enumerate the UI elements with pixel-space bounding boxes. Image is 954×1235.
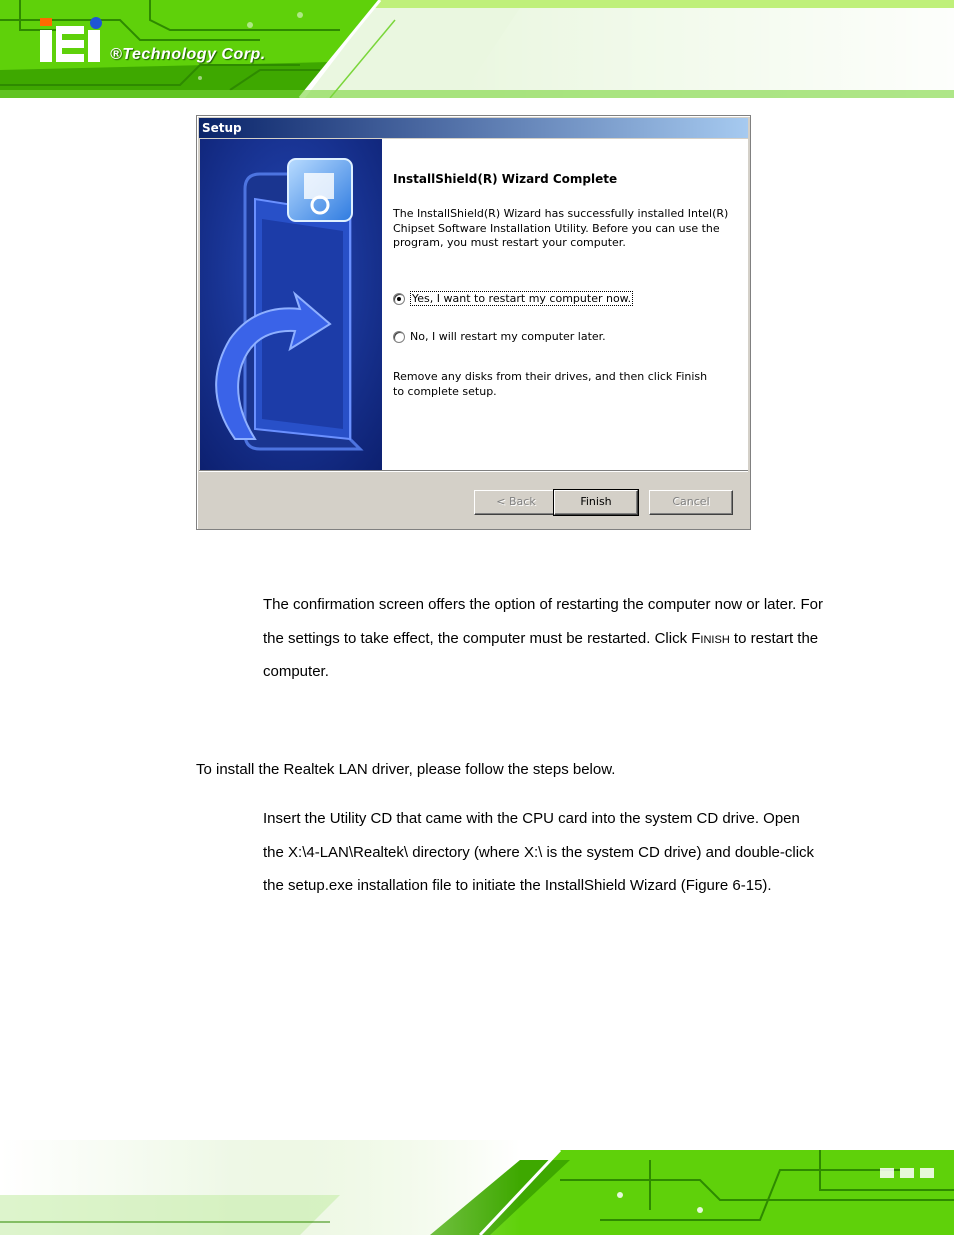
radio-restart-now[interactable] (393, 293, 405, 305)
cancel-button[interactable]: Cancel (649, 490, 733, 515)
confirmation-paragraph (263, 588, 823, 689)
finish-keyword: Finish (691, 629, 730, 647)
wizard-side-panel (200, 139, 382, 470)
option-restart-now-label[interactable]: Yes, I want to restart my computer now. (412, 292, 632, 305)
realtek-intro: To install the Realtek LAN driver, please follow the steps below. (196, 761, 616, 778)
finish-button[interactable]: Finish (554, 490, 638, 515)
header-banner (0, 0, 954, 98)
option-restart-later[interactable] (393, 330, 606, 343)
step-insert-cd: Insert the Utility CD that came with the CPU card into the system CD drive. Open the X:\4-LAN\Realtek\ directory (where X:\ is the system CD drive) and double-click the setup.exe installation file to initiate the InstallShield Wizard (Figure 6-15). (263, 810, 815, 895)
brand-name: ®Technology Corp. (110, 46, 266, 63)
wizard-message: The InstallShield(R) Wizard has successfully installed Intel(R) Chipset Software Installation Utility. Before you can use the program, you must restart your computer. (393, 207, 729, 249)
footer-banner (0, 1140, 954, 1235)
confirmation-text-start: The confirmation screen offers the option of restarting the computer now or later. For the settings to take effect, the computer must be restarted. Click (263, 596, 824, 647)
option-restart-later-label[interactable]: No, I will restart my computer later. (410, 330, 606, 343)
wizard-heading: InstallShield(R) Wizard Complete (393, 172, 618, 186)
dialog-titlebar[interactable]: Setup (199, 118, 748, 138)
option-restart-now[interactable] (393, 291, 633, 306)
dialog-separator (199, 470, 748, 472)
setup-dialog (196, 115, 751, 530)
wizard-content (382, 139, 748, 470)
back-button[interactable]: < Back (474, 490, 558, 515)
radio-restart-later[interactable] (393, 331, 405, 343)
confirmation-text-end: to restart the computer. (263, 629, 819, 681)
installshield-graphic-icon (200, 139, 382, 470)
pcb-footer-graphic (0, 1140, 954, 1235)
iei-logo-icon (38, 16, 108, 66)
remove-disks-note: Remove any disks from their drives, and then click Finish to complete setup. (393, 370, 708, 398)
